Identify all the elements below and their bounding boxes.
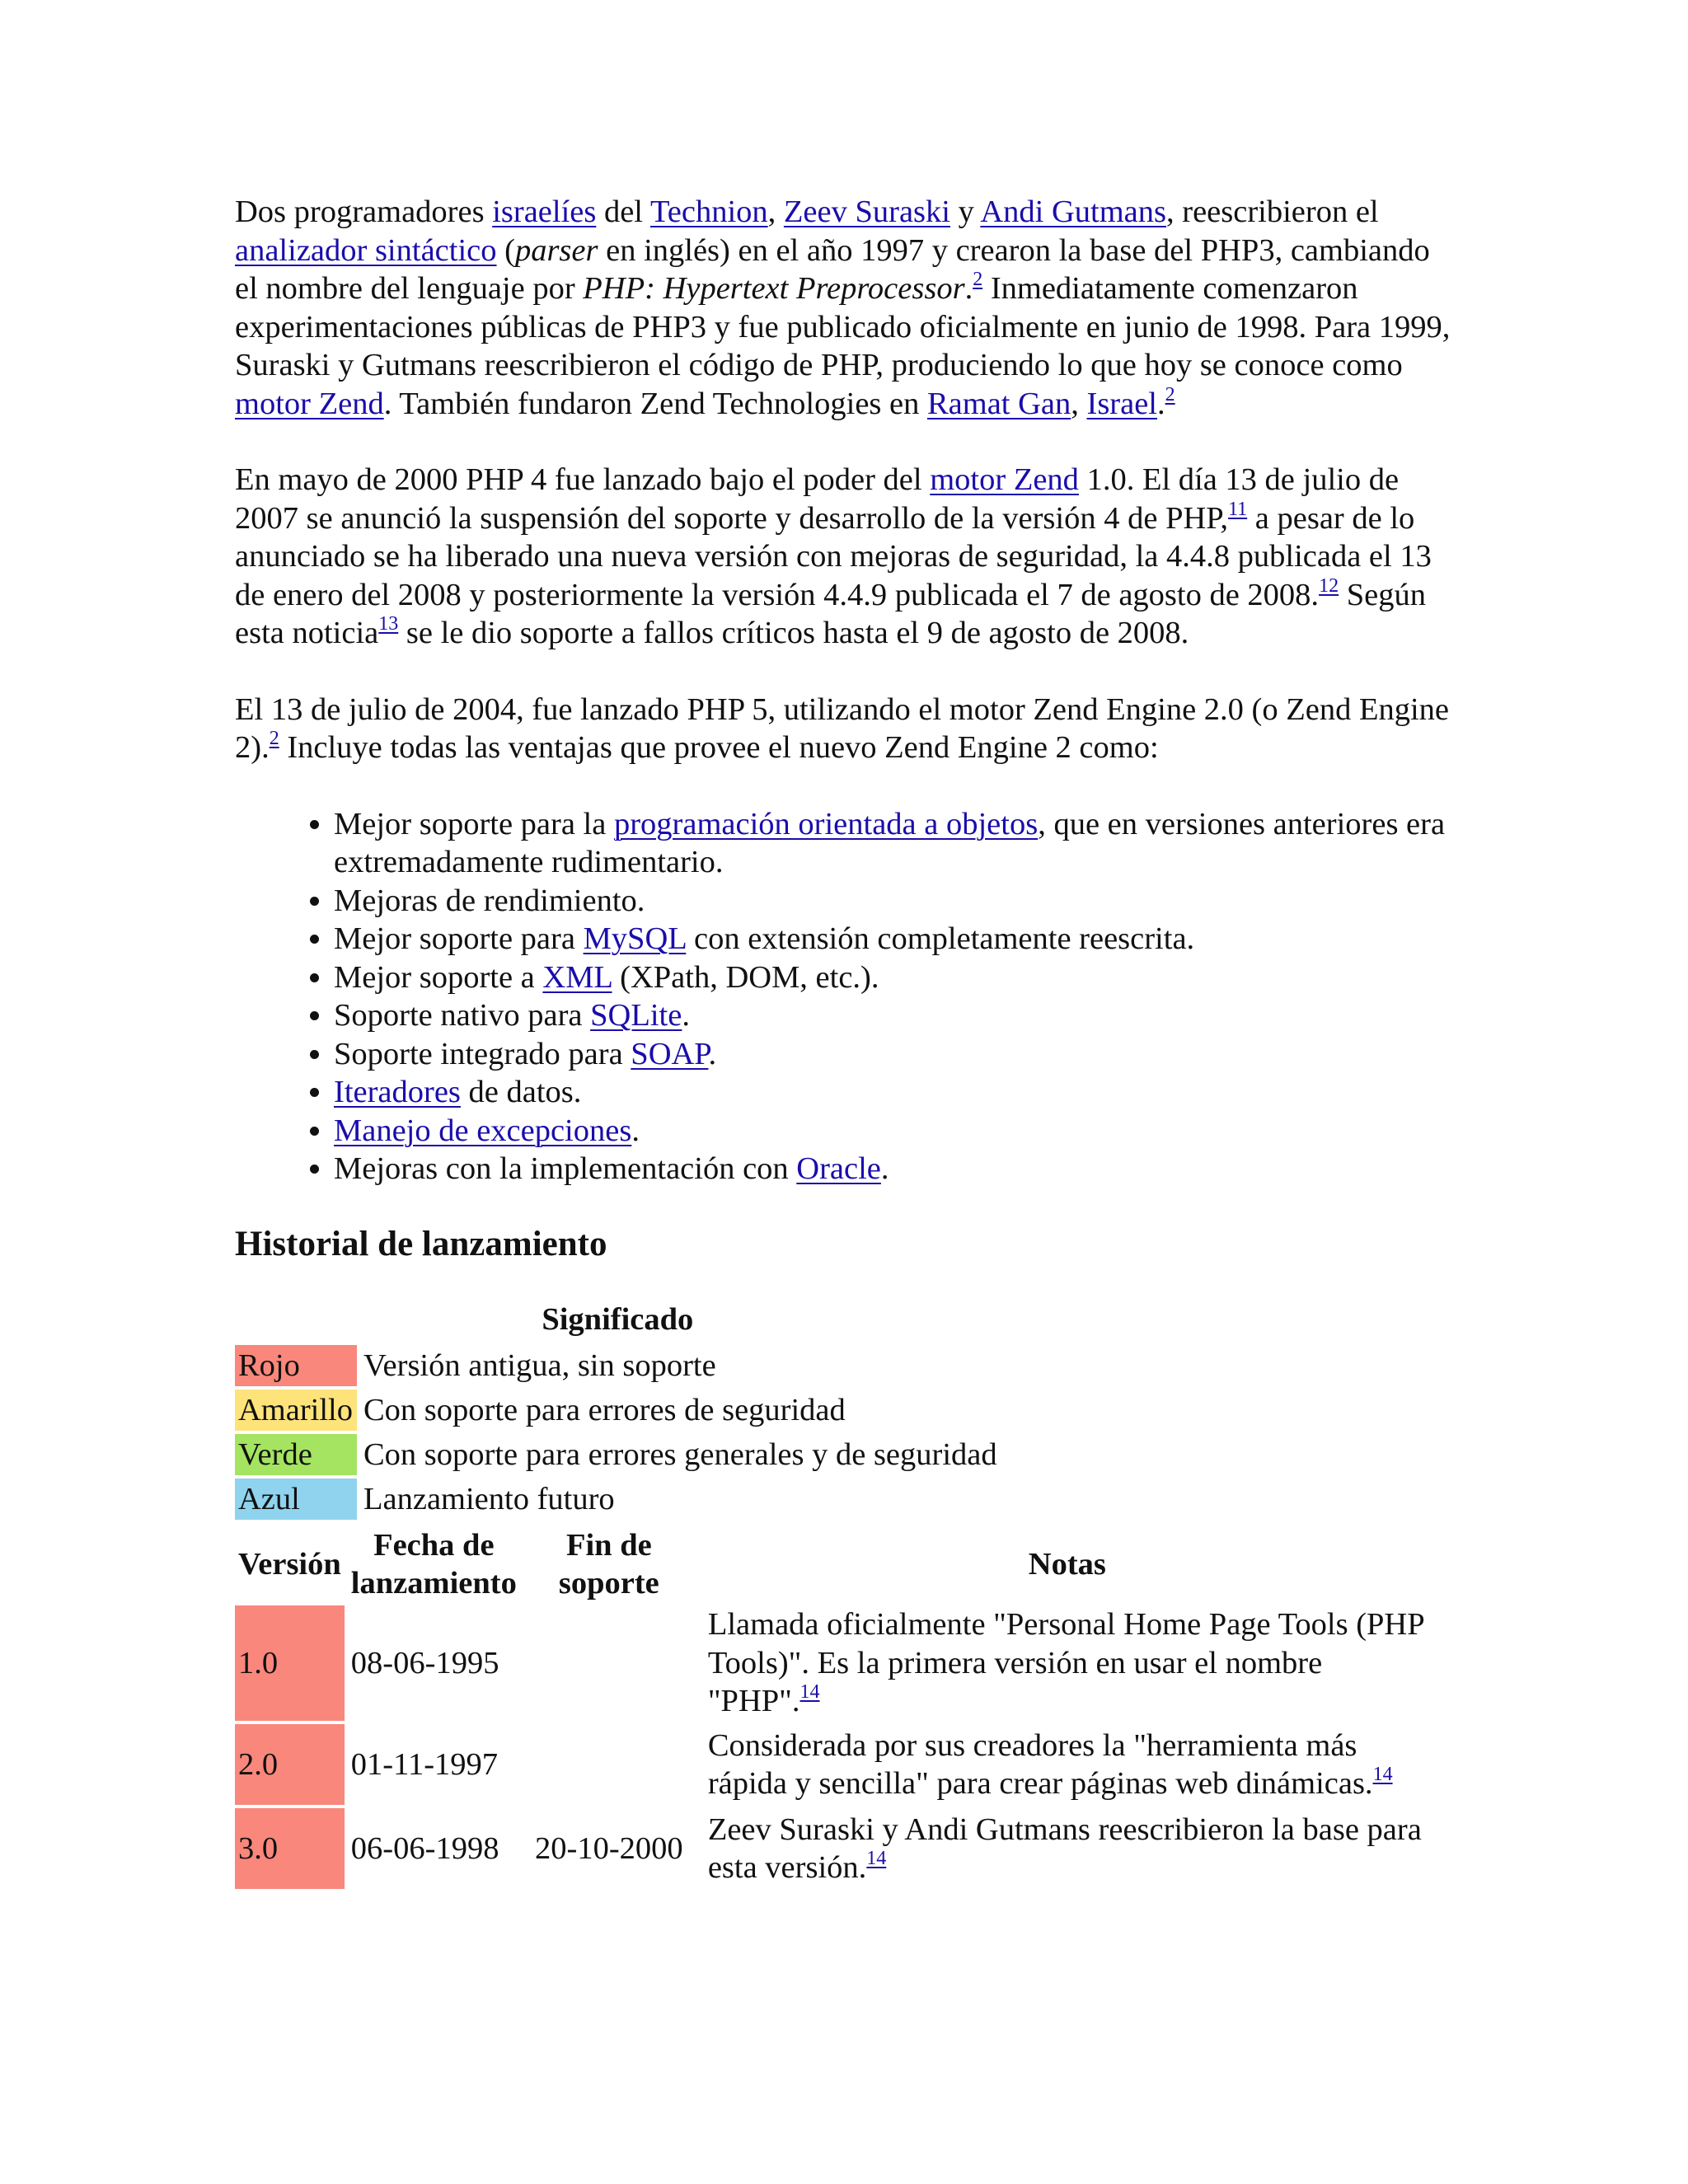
link-xml[interactable]: XML	[542, 959, 612, 995]
link-poo[interactable]: programación orientada a objetos	[613, 806, 1039, 841]
list-item	[334, 1150, 1455, 1188]
reference-link[interactable]: 2	[1165, 383, 1175, 405]
cell-release-date: 06-06-1998	[350, 1830, 499, 1866]
feature-list	[235, 805, 1455, 1188]
text: ,	[767, 194, 784, 229]
text: .	[631, 1113, 640, 1148]
cell-end-support	[523, 1605, 695, 1721]
link-sqlite[interactable]: SQLite	[590, 998, 682, 1033]
legend-description: Versión antigua, sin soporte	[363, 1347, 716, 1383]
header-version: Versión	[238, 1547, 341, 1582]
link-zeev-suraski[interactable]: Zeev Suraski	[783, 194, 950, 229]
text: Mejoras con la implementación con	[334, 1151, 797, 1186]
text: y	[950, 194, 981, 229]
text: Dos programadores	[235, 194, 493, 229]
cell-version: 2.0	[235, 1724, 345, 1805]
legend-swatch-amarillo: Amarillo	[235, 1390, 357, 1431]
link-ramat-gan[interactable]: Ramat Gan	[926, 386, 1071, 421]
section-heading: Historial de lanzamiento	[235, 1224, 607, 1263]
legend-table	[232, 1301, 1004, 1524]
link-analizador-sintactico[interactable]: analizador sintáctico	[235, 232, 497, 268]
link-manejo-excepciones[interactable]: Manejo de excepciones	[334, 1113, 632, 1148]
header-end-support: Fin de soporte	[558, 1528, 659, 1601]
text: (XPath, DOM, etc.).	[612, 959, 879, 995]
cell-version: 3.0	[235, 1808, 345, 1889]
notes-text: Zeev Suraski y Andi Gutmans reescribieron la base para esta versión.	[707, 1811, 1422, 1885]
text: se le dio soporte a fallos críticos hasta el 9 de agosto de 2008.	[398, 616, 1189, 650]
text: de datos.	[460, 1075, 582, 1109]
link-mysql[interactable]: MySQL	[583, 921, 687, 956]
link-motor-zend[interactable]: motor Zend	[235, 386, 384, 421]
text: Según esta noticia	[235, 577, 1426, 650]
header-release-date: Fecha de lanzamiento	[350, 1528, 517, 1601]
text: . También fundaron Zend Technologies en	[383, 386, 927, 421]
reference-link[interactable]: 13	[378, 613, 399, 635]
table-row	[235, 1605, 1437, 1721]
cell-end-support	[523, 1724, 695, 1805]
release-history-table	[232, 1523, 1440, 1892]
reference-link[interactable]: 14	[799, 1681, 820, 1704]
link-oracle[interactable]: Oracle	[796, 1151, 881, 1186]
list-item	[334, 1035, 1455, 1074]
cell-version: 1.0	[235, 1605, 345, 1721]
text: , que en versiones anteriores era extremadamente rudimentario.	[334, 806, 1446, 879]
text: a pesar de lo anunciado se ha liberado una nueva versión con mejoras de seguridad, la 4.4.8 publicada el 13 de enero del 2008 y posteriormente la versión 4.4.9 publicada el 7 de agosto de 2008.	[235, 500, 1432, 612]
legend-swatch-rojo: Rojo	[235, 1345, 357, 1386]
legend-row	[235, 1434, 1001, 1475]
table-header-row	[235, 1526, 1437, 1602]
link-motor-zend[interactable]: motor Zend	[930, 462, 1079, 497]
list-item	[334, 958, 1455, 997]
legend-description: Lanzamiento futuro	[363, 1481, 615, 1516]
text: Soporte integrado para	[334, 1036, 631, 1071]
text: Mejor soporte para	[334, 921, 584, 956]
notes-text: Llamada oficialmente "Personal Home Page Tools (PHP Tools)". Es la primera versión en usar el nombre "PHP".	[707, 1607, 1424, 1719]
link-israel[interactable]: Israel	[1086, 386, 1157, 421]
table-row	[235, 1724, 1437, 1805]
paragraph-php4	[235, 461, 1455, 653]
cell-notes	[698, 1605, 1437, 1721]
table-row	[235, 1808, 1437, 1889]
text: Inmediatamente comenzaron experimentaciones públicas de PHP3 y fue publicado oficialmente en junio de 1998. Para 1999, Suraski y Gutmans reescribieron el código de PHP, produciendo lo que hoy se conoce como	[235, 271, 1451, 382]
text: Incluye todas las ventajas que provee el nuevo Zend Engine 2 como:	[279, 730, 1159, 765]
list-item	[334, 1112, 1455, 1151]
text: Mejor soporte para la	[334, 806, 614, 841]
reference-link[interactable]: 2	[973, 269, 983, 290]
link-iteradores[interactable]: Iteradores	[334, 1075, 461, 1109]
link-andi-gutmans[interactable]: Andi Gutmans	[980, 194, 1167, 229]
text: .	[708, 1036, 717, 1071]
legend-swatch-verde: Verde	[235, 1434, 357, 1475]
list-item	[334, 996, 1455, 1035]
legend-swatch-azul: Azul	[235, 1479, 357, 1520]
reference-link[interactable]: 14	[1372, 1764, 1393, 1785]
link-technion[interactable]: Technion	[649, 194, 768, 229]
header-notes: Notas	[1028, 1547, 1106, 1582]
cell-end-support: 20-10-2000	[535, 1830, 683, 1866]
cell-notes	[698, 1808, 1437, 1889]
text: (	[496, 232, 515, 268]
text: .	[880, 1151, 889, 1186]
notes-text: Considerada por sus creadores la "herramienta más rápida y sencilla" para crear páginas web dinámicas.	[707, 1727, 1373, 1801]
legend-description: Con soporte para errores generales y de seguridad	[363, 1436, 997, 1472]
cell-release-date: 08-06-1995	[350, 1645, 499, 1680]
legend-row	[235, 1479, 1001, 1520]
text: Mejor soporte a	[334, 959, 543, 995]
reference-link[interactable]: 12	[1319, 574, 1339, 597]
text: 1.0. El día 13 de julio de 2007 se anunció la suspensión del soporte y desarrollo de la versión 4 de PHP,	[235, 462, 1400, 536]
text: .	[964, 271, 973, 306]
text: .	[1157, 386, 1165, 421]
text: Soporte nativo para	[334, 998, 591, 1033]
document-page	[235, 193, 1455, 1892]
cell-notes	[698, 1724, 1437, 1805]
paragraph-history-php3	[235, 193, 1455, 423]
reference-link[interactable]: 14	[866, 1848, 887, 1869]
text: con extensión completamente reescrita.	[686, 921, 1195, 956]
text: en inglés) en el año 1997 y crearon la base del PHP3, cambiando el nombre del lenguaje por	[235, 232, 1430, 306]
legend-description: Con soporte para errores de seguridad	[363, 1392, 846, 1427]
legend-caption: Significado	[542, 1301, 694, 1337]
text: ,	[1071, 386, 1087, 421]
reference-link[interactable]: 11	[1228, 498, 1248, 520]
link-israelies[interactable]: israelíes	[492, 194, 597, 229]
link-soap[interactable]: SOAP	[631, 1036, 709, 1071]
list-item	[334, 805, 1455, 882]
emphasis-parser: parser	[514, 232, 598, 268]
paragraph-php5	[235, 691, 1455, 767]
reference-link[interactable]: 2	[269, 728, 279, 749]
list-item	[334, 882, 1455, 921]
list-item	[334, 1073, 1455, 1112]
emphasis-php-name: PHP: Hypertext Preprocessor	[583, 271, 965, 306]
text: , reescribieron el	[1166, 194, 1379, 229]
text: del	[596, 194, 650, 229]
cell-release-date: 01-11-1997	[350, 1746, 499, 1782]
legend-row	[235, 1345, 1001, 1386]
text: El 13 de julio de 2004, fue lanzado PHP 5, utilizando el motor Zend Engine 2.0 (o Zend Engine 2).	[235, 691, 1450, 765]
legend-row	[235, 1390, 1001, 1431]
text: Mejoras de rendimiento.	[334, 883, 645, 918]
list-item	[334, 920, 1455, 958]
text: .	[682, 998, 690, 1033]
text: En mayo de 2000 PHP 4 fue lanzado bajo el poder del	[235, 462, 931, 497]
